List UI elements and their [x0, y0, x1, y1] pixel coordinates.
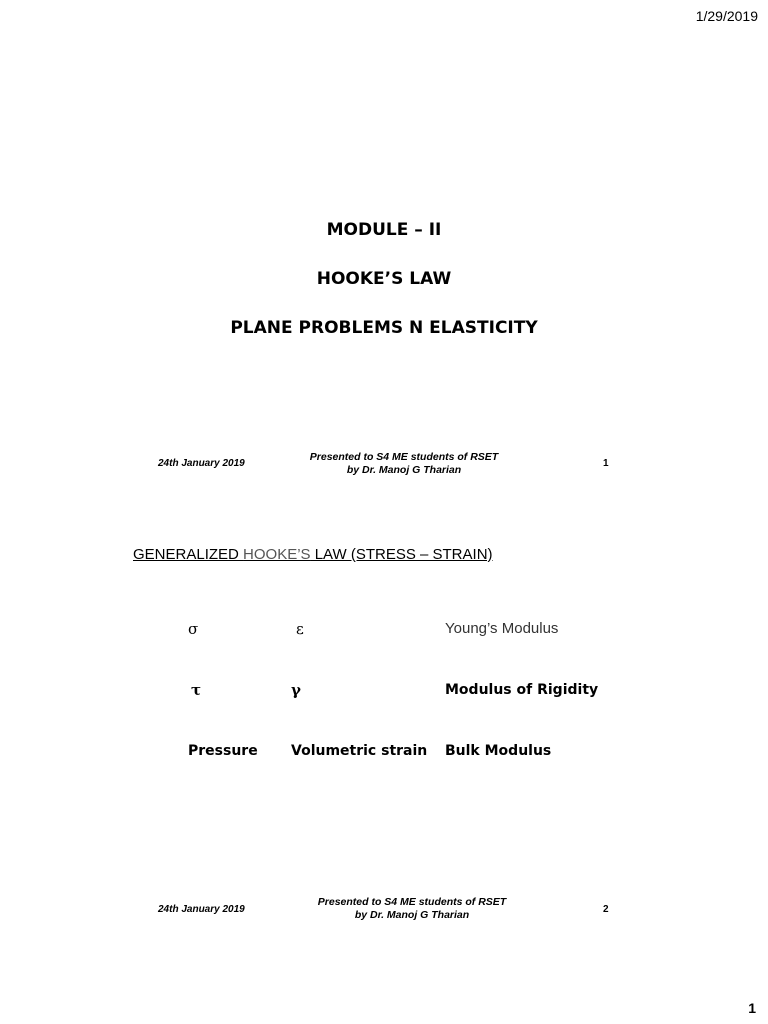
page-date: 1/29/2019 — [695, 8, 758, 24]
footer-presenter-line2: by Dr. Manoj G Tharian — [346, 464, 462, 476]
table-cell-shear-strain-symbol: γ — [291, 681, 301, 699]
table-cell-modulus-of-rigidity: Modulus of Rigidity — [445, 682, 599, 698]
slide-title-hookes-law: HOOKE’S LAW — [316, 269, 452, 289]
page-number: 1 — [748, 1000, 756, 1016]
heading-part-law: LAW (STRESS – STRAIN) — [310, 546, 493, 563]
slide-title-plane-problems: PLANE PROBLEMS N ELASTICITY — [230, 318, 538, 338]
table-cell-pressure: Pressure — [188, 743, 258, 759]
footer-date: 24th January 2019 — [158, 904, 245, 915]
heading-part-generalized: GENERALIZED — [133, 546, 244, 563]
table-cell-bulk-modulus: Bulk Modulus — [445, 743, 552, 759]
footer-presenter-line1: Presented to S4 ME students of RSET — [309, 451, 499, 463]
footer-slide-number: 1 — [603, 458, 609, 469]
table-cell-shear-stress-symbol: τ — [191, 681, 202, 699]
slide-heading — [133, 546, 493, 563]
footer-date: 24th January 2019 — [158, 458, 245, 469]
table-cell-volumetric-strain: Volumetric strain — [291, 743, 428, 759]
footer-presenter-line2: by Dr. Manoj G Tharian — [354, 909, 470, 921]
footer-presenter — [262, 896, 562, 922]
footer-slide-number: 2 — [603, 904, 609, 915]
heading-part-hookes: HOOKE’S — [243, 546, 311, 563]
table-cell-strain-symbol: ε — [296, 620, 304, 638]
footer-presenter — [254, 451, 554, 477]
footer-presenter-line1: Presented to S4 ME students of RSET — [317, 896, 507, 908]
table-cell-stress-symbol: σ — [188, 620, 199, 638]
slide-title-module: MODULE – II — [326, 220, 442, 240]
table-cell-youngs-modulus: Young’s Modulus — [445, 620, 559, 637]
